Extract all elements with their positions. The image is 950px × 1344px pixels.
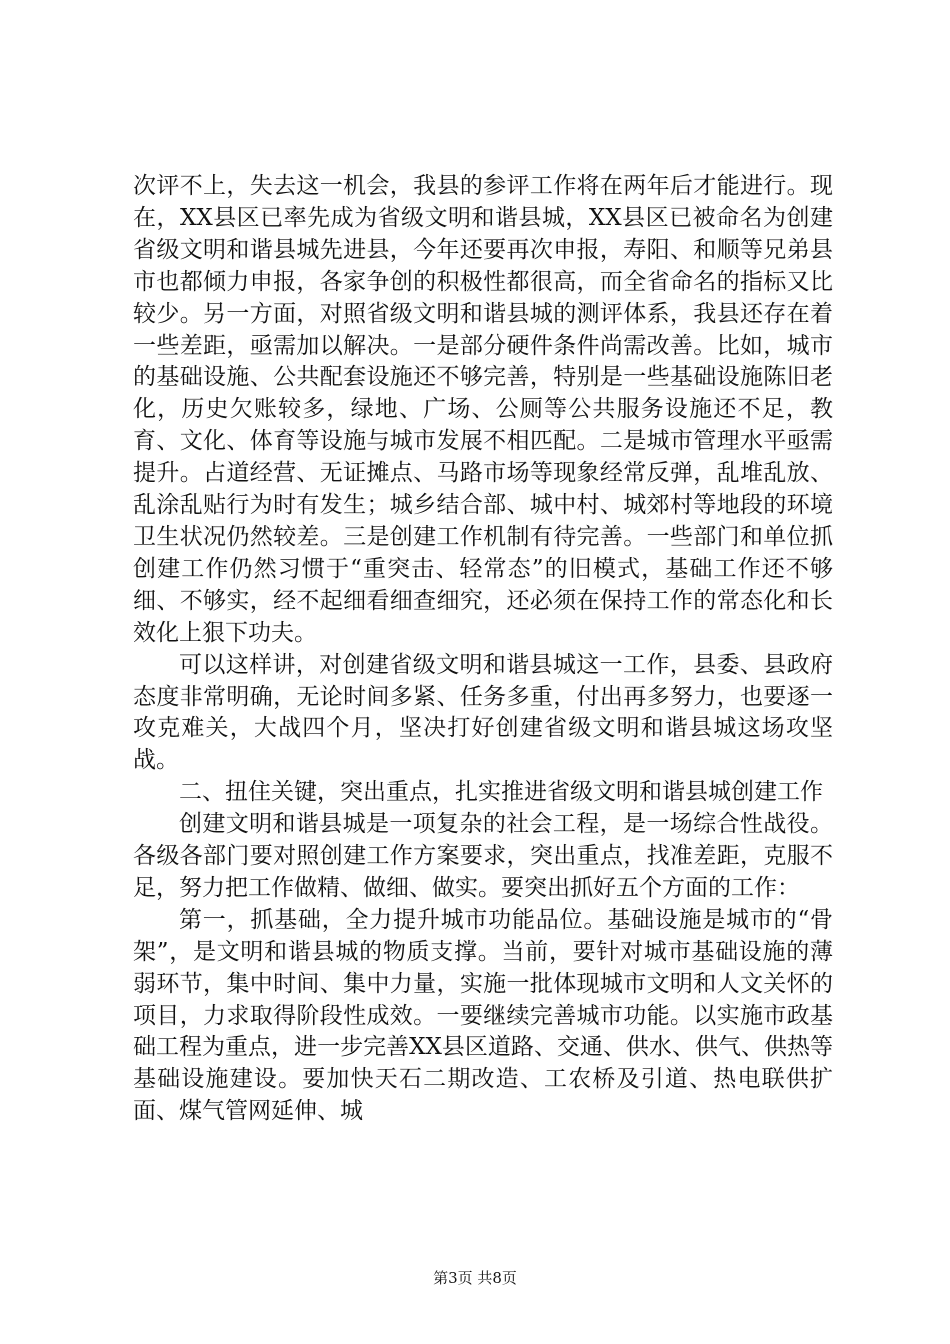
paragraph-1: 次评不上，失去这一机会，我县的参评工作将在两年后才能进行。现在，XX县区已率先成为省级文明和谐县城，XX县区已被命名为创建省级文明和谐县城先进县，今年还要再次申报，寿阳、和顺等兄弟县市也都倾力申报，各家争创的积极性都很高，而全省命名的指标又比较少。另一方面，对照省级文明和谐县城的测评体系，我县还存在着一些差距，亟需加以解决。一是部分硬件条件尚需改善。比如，城市的基础设施、公共配套设施还不够完善，特别是一些基础设施陈旧老化，历史欠账较多，绿地、广场、公厕等公共服务设施还不足，教育、文化、体育等设施与城市发展不相匹配。二是城市管理水平亟需提升。占道经营、无证摊点、马路市场等现象经常反弹，乱堆乱放、乱涂乱贴行为时有发生；城乡结合部、城中村、城郊村等地段的环境卫生状况仍然较差。三是创建工作机制有待完善。一些部门和单位抓创建工作仍然习惯于“重突击、轻常态”的旧模式，基础工作还不够细、不够实，经不起细看细查细究，还必须在保持工作的常态化和长效化上狠下功夫。 bbox=[133, 173, 833, 646]
paragraph-3: 创建文明和谐县城是一项复杂的社会工程，是一场综合性战役。各级各部门要对照创建工作方案要求，突出重点，找准差距，克服不足，努力把工作做精、做细、做实。要突出抓好五个方面的工作： bbox=[133, 811, 833, 901]
paragraph-2: 可以这样讲，对创建省级文明和谐县城这一工作，县委、县政府态度非常明确，无论时间多紧、任务多重，付出再多努力，也要逐一攻克难关，大战四个月，坚决打好创建省级文明和谐县城这场攻坚战。 bbox=[133, 651, 833, 774]
document-body bbox=[133, 171, 833, 1128]
page-footer: 第3页 共8页 bbox=[433, 1269, 517, 1287]
paragraph-4: 第一，抓基础，全力提升城市功能品位。基础设施是城市的“骨架”，是文明和谐县城的物质支撑。当前，要针对城市基础设施的薄弱环节，集中时间、集中力量，实施一批体现城市文明和人文关怀的项目，力求取得阶段性成效。一要继续完善城市功能。以实施市政基础工程为重点，进一步完善XX县区道路、交通、供水、供气、供热等基础设施建设。要加快天石二期改造、工农桥及引道、热电联供扩面、煤气管网延伸、城 bbox=[133, 906, 833, 1125]
section-heading: 二、扭住关键，突出重点，扎实推进省级文明和谐县城创建工作 bbox=[179, 779, 823, 806]
